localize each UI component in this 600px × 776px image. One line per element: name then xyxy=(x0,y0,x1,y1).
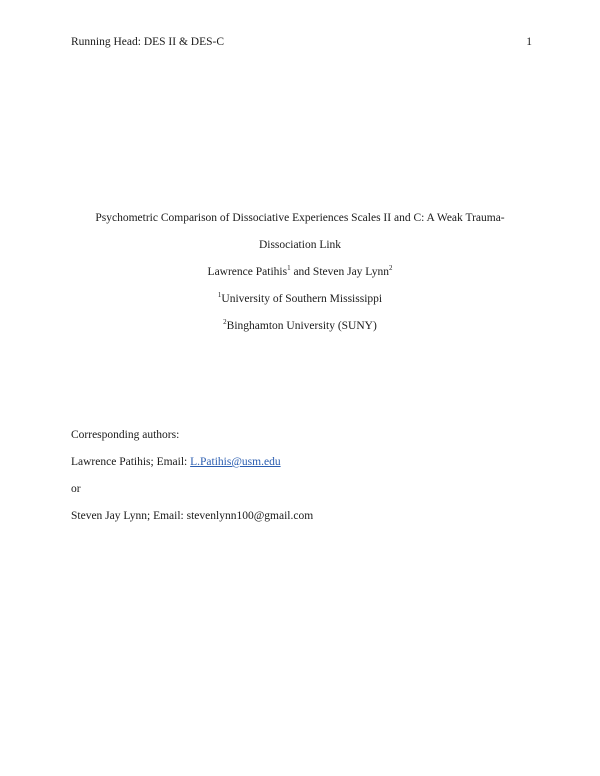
author-affiliation-marker: 1 xyxy=(287,264,291,272)
affiliation-name: University of Southern Mississippi xyxy=(221,293,383,305)
page-number: 1 xyxy=(526,36,532,48)
author-name: Lawrence Patihis xyxy=(207,266,288,278)
running-head: Running Head: DES II & DES-C xyxy=(71,36,225,48)
affiliation-line xyxy=(60,313,540,340)
affiliation-name: Binghamton University (SUNY) xyxy=(226,320,377,332)
email-link[interactable]: L.Patihis@usm.edu xyxy=(190,456,281,468)
author-1-label: Lawrence Patihis; Email: xyxy=(71,456,191,468)
correspondence-author-2: Steven Jay Lynn; Email: stevenlynn100@gmail.com xyxy=(71,510,314,522)
title-block xyxy=(60,205,540,340)
author-line xyxy=(60,259,540,286)
correspondence-block xyxy=(71,422,551,530)
affiliation-marker: 1 xyxy=(217,291,222,299)
paper-title-line-2: Dissociation Link xyxy=(258,239,342,251)
correspondence-author-1 xyxy=(71,449,551,476)
author-affiliation-marker: 2 xyxy=(388,264,393,272)
correspondence-separator: or xyxy=(71,483,81,495)
author-name: Steven Jay Lynn xyxy=(312,266,389,278)
affiliation-line xyxy=(60,286,540,313)
author-conjunction: and xyxy=(290,266,313,278)
affiliation-marker: 2 xyxy=(223,318,227,326)
correspondence-heading: Corresponding authors: xyxy=(71,429,180,441)
paper-title-line-1: Psychometric Comparison of Dissociative Experiences Scales II and C: A Weak Trauma- xyxy=(95,212,505,224)
